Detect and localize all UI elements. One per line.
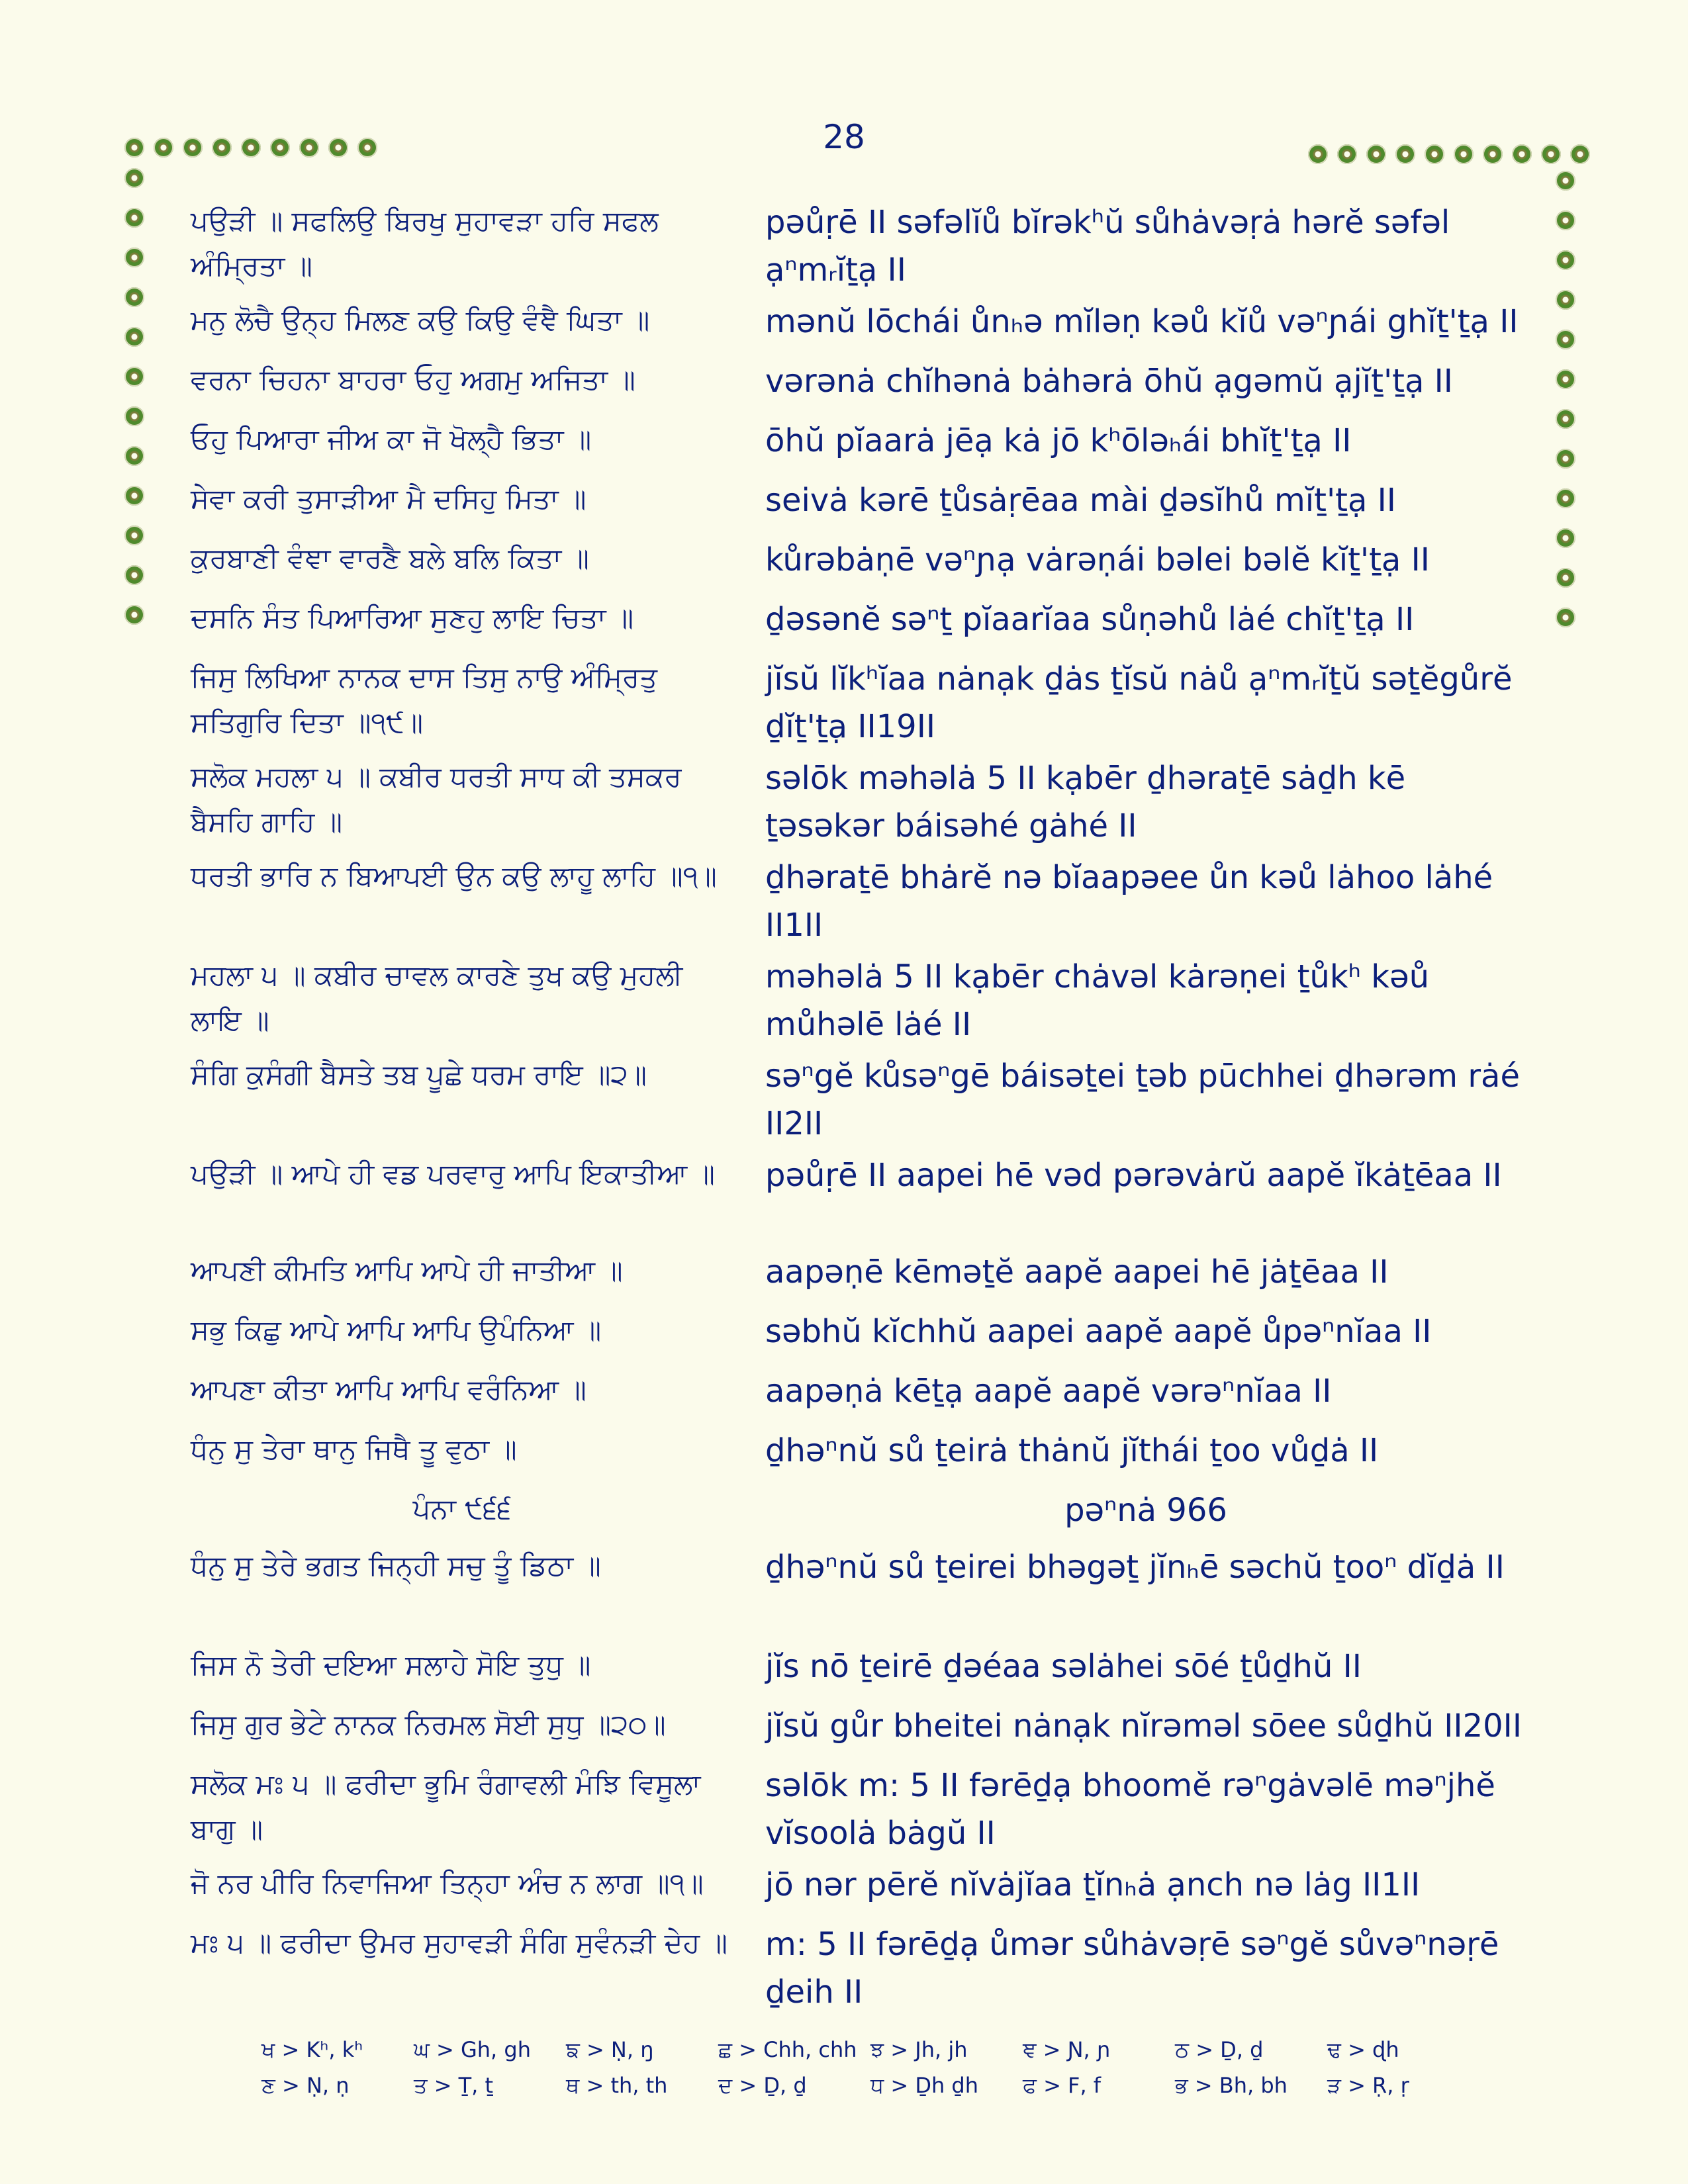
transliteration-text: seivȧ kərē ṯůsȧṛēaa mài ḏəsĭhů mĭṯ'ṯạ II	[765, 482, 1396, 519]
gurmukhi-text: ਪਉੜੀ ॥ ਸਫਲਿਉ ਬਿਰਖੁ ਸੁਹਾਵੜਾ ਹਰਿ ਸਫਲ ਅੰਮ੍ਰਿਤਾ ॥	[191, 205, 659, 282]
transliteration-text: pəůṛē II səfəlĭů bĭrəkʰŭ sůhȧvəṛȧ hərĕ səfəl ạⁿmᵣĭṯạ II	[765, 204, 1450, 289]
legend-item: ਖ > Kʰ, kʰ	[261, 2037, 363, 2062]
gurmukhi-text: ਧਰਤੀ ਭਾਰਿ ਨ ਬਿਆਪਈ ਉਨ ਕਉ ਲਾਹੂ ਲਾਹਿ ॥੧॥	[191, 860, 717, 892]
flower-icon	[1541, 144, 1561, 164]
flower-icon	[1425, 144, 1444, 164]
gurmukhi-text: ਸਲੋਕ ਮਹਲਾ ੫ ॥ ਕਬੀਰ ਧਰਤੀ ਸਾਧ ਕੀ ਤਸਕਰ ਬੈਸਹਿ ਗਾਹਿ ॥	[191, 760, 682, 838]
flower-icon	[1512, 144, 1532, 164]
legend-row	[261, 2073, 1479, 2109]
transliteration-text: ōhŭ pĭaarȧ jēạ kȧ jō kʰōləₕái bhĭṯ'ṯạ II	[765, 422, 1352, 459]
flower-icon	[124, 446, 144, 466]
transliteration-text: kůrəbȧṇē vəⁿɲạ vȧrəṇái bəlei bəlĕ kĭṯ'ṯạ II	[765, 541, 1430, 578]
flower-icon	[1454, 144, 1474, 164]
flower-icon	[1556, 330, 1575, 349]
flower-icon	[1556, 449, 1575, 469]
transliteration-text: jĭsŭ lĭkʰĭaa nȧnạk ḏȧs ṯĭsŭ nȧů ạⁿmᵣĭṯŭ səṯĕgůrĕ ḏĭṯ'ṯạ II19II	[765, 660, 1513, 745]
flower-icon	[124, 565, 144, 585]
transliteration-text: jĭs nō ṯeirē ḏəéaa səlȧhei sōé ṯůḏhŭ II	[765, 1648, 1362, 1685]
flower-icon	[1556, 568, 1575, 588]
legend-item: ਦ > Ḏ, ḏ	[718, 2073, 807, 2098]
flower-icon	[241, 138, 261, 158]
flower-icon	[1556, 210, 1575, 230]
border-top-right	[1308, 144, 1590, 164]
gurmukhi-text: ਸੰਗਿ ਕੁਸੰਗੀ ਬੈਸਤੇ ਤਬ ਪੂਛੇ ਧਰਮ ਰਾਇ ॥੨॥	[191, 1058, 647, 1091]
legend-item: ਙ > Ṇ, ŋ	[566, 2037, 654, 2062]
flower-icon	[1483, 144, 1503, 164]
legend-item: ਫ > F, f	[1023, 2073, 1102, 2098]
legend-item: ਭ > Bh, bh	[1175, 2073, 1288, 2098]
gurmukhi-text: ਜਿਸ ਨੋ ਤੇਰੀ ਦਇਆ ਸਲਾਹੇ ਸੋਇ ਤੁਧੁ ॥	[191, 1649, 591, 1681]
gurmukhi-text: ਸਭੁ ਕਿਛੁ ਆਪੇ ਆਪਿ ਆਪਿ ਉਪੰਨਿਆ ॥	[191, 1314, 602, 1346]
flower-icon	[270, 138, 290, 158]
legend-item: ੜ > Ṛ, ṛ	[1327, 2073, 1409, 2098]
transliteration-text: aapəṇȧ kēṯạ aapĕ aapĕ vərəⁿnĭaa II	[765, 1373, 1332, 1410]
gurmukhi-text: ਜਿਸੁ ਲਿਖਿਆ ਨਾਨਕ ਦਾਸ ਤਿਸੁ ਨਾਉ ਅੰਮ੍ਰਿਤੁ ਸਤਿਗੁਰਿ ਦਿਤਾ ॥੧੯॥	[191, 661, 657, 739]
flower-icon	[328, 138, 348, 158]
flower-icon	[357, 138, 377, 158]
legend-row	[261, 2037, 1479, 2073]
flower-icon	[1556, 290, 1575, 310]
flower-icon	[212, 138, 232, 158]
transliteration-text: səbhŭ kĭchhŭ aapei aapĕ aapĕ ůpəⁿnĭaa II	[765, 1313, 1432, 1350]
gurmukhi-text: ਆਪਣਾ ਕੀਤਾ ਆਪਿ ਆਪਿ ਵਰੰਨਿਆ ॥	[191, 1373, 586, 1406]
flower-icon	[1556, 171, 1575, 191]
transliteration-text: səⁿgĕ kůsəⁿgē báisəṯei ṯəb pūchhei ḏhərəm rȧé II2II	[765, 1058, 1520, 1142]
flower-icon	[154, 138, 173, 158]
flower-icon	[1337, 144, 1357, 164]
flower-icon	[1570, 144, 1590, 164]
gurmukhi-text: ਕੁਰਬਾਣੀ ਵੰਞਾ ਵਾਰਣੈ ਬਲੇ ਬਲਿ ਕਿਤਾ ॥	[191, 542, 589, 574]
gurmukhi-text: ਮਃ ੫ ॥ ਫਰੀਦਾ ਉਮਰ ਸੁਹਾਵੜੀ ਸੰਗਿ ਸੁਵੰਨੜੀ ਦੇਹ ॥	[191, 1927, 727, 1959]
transliteration-text: jĭsŭ gůr bheitei nȧnạk nĭrəməl sōee sůḏhŭ II20II	[765, 1707, 1522, 1745]
flower-icon	[1395, 144, 1415, 164]
gurmukhi-text: ਧੰਨੁ ਸੁ ਤੇਰੇ ਭਗਤ ਜਿਨ੍ਹੀ ਸਚੁ ਤੂੰ ਡਿਠਾ ॥	[191, 1549, 601, 1582]
gurmukhi-text: ਮਨੁ ਲੋਚੈ ਉਨ੍ਹ ਮਿਲਣ ਕਉ ਕਿਉ ਵੰਞੈ ਘਿਤਾ ॥	[191, 304, 650, 336]
transliteration-text: pəůṛē II aapei hē vəd pərəvȧrŭ aapĕ ĭkȧṯēaa II	[765, 1157, 1502, 1194]
legend-item: ਤ > Ṯ, ṯ	[414, 2073, 494, 2098]
flower-icon	[1556, 488, 1575, 508]
legend-item: ਥ > th, th	[566, 2073, 668, 2098]
legend-item: ਞ > Ɲ, ɲ	[1023, 2037, 1111, 2062]
flower-icon	[1308, 144, 1328, 164]
flower-icon	[124, 605, 144, 625]
transliteration-text: məhəlȧ 5 II kạbēr chȧvəl kȧrəṇei ṯůkʰ kəů můhəlē lȧé II	[765, 958, 1430, 1043]
legend-item: ਧ > Ḏh ḏh	[870, 2073, 979, 2098]
gurmukhi-text: ਓਹੁ ਪਿਆਰਾ ਜੀਅ ਕਾ ਜੋ ਖੋਲ੍ਹੈ ਭਿਤਾ ॥	[191, 423, 592, 455]
flower-icon	[1556, 409, 1575, 429]
page-number: 28	[823, 118, 865, 156]
flower-icon	[1556, 369, 1575, 389]
gurmukhi-text: ਆਪਣੀ ਕੀਮਤਿ ਆਪਿ ਆਪੇ ਹੀ ਜਾਤੀਆ ॥	[191, 1254, 623, 1287]
flower-icon	[1556, 608, 1575, 627]
legend-item: ਠ > Ḏ, ḏ	[1175, 2037, 1264, 2062]
flower-icon	[124, 406, 144, 426]
flower-icon	[124, 525, 144, 545]
flower-icon	[1556, 528, 1575, 548]
flower-icon	[1366, 144, 1386, 164]
flower-icon	[124, 327, 144, 347]
transliteration-text: jō nər pērĕ nĭvȧjĭaa ṯĭnₕȧ ạnch nə lȧg II1II	[765, 1866, 1421, 1903]
flower-icon	[124, 486, 144, 506]
flower-icon	[124, 168, 144, 188]
gurmukhi-text: ਧੰਨੁ ਸੁ ਤੇਰਾ ਥਾਨੁ ਜਿਥੈ ਤੂ ਵੁਠਾ ॥	[191, 1433, 517, 1465]
flower-icon	[124, 287, 144, 307]
legend-item: ਘ > Gh, gh	[414, 2037, 531, 2062]
gurmukhi-text: ਪਉੜੀ ॥ ਆਪੇ ਹੀ ਵਡ ਪਰਵਾਰੁ ਆਪਿ ਇਕਾਤੀਆ ॥	[191, 1158, 715, 1190]
transliteration-text: səlōk m: 5 II fərēḏạ bhoomĕ rəⁿgȧvəlē məⁿjhĕ vĭsoolȧ bȧgŭ II	[765, 1767, 1495, 1852]
gurmukhi-text: ਸੇਵਾ ਕਰੀ ਤੁਸਾੜੀਆ ਮੈ ਦਸਿਹੁ ਮਿਤਾ ॥	[191, 482, 586, 515]
legend-item: ਣ > Ṇ, ṇ	[261, 2073, 350, 2098]
transliteration-text: ḏəsənĕ səⁿṯ pĭaarĭaa sůṇəhů lȧé chĭṯ'ṯạ II	[765, 601, 1415, 638]
transliteration-text: m: 5 II fərēḏạ ůmər sůhȧvəṛē səⁿgĕ sůvəⁿnəṛē ḏeih II	[765, 1926, 1499, 2011]
legend-item: ਛ > Chh, chh	[718, 2037, 857, 2062]
gurmukhi-text: ਸਲੋਕ ਮਃ ੫ ॥ ਫਰੀਦਾ ਭੂਮਿ ਰੰਗਾਵਲੀ ਮੰਝਿ ਵਿਸੂਲਾ ਬਾਗੁ ॥	[191, 1768, 701, 1845]
gurmukhi-text: ਜੋ ਨਰ ਪੀਰਿ ਨਿਵਾਜਿਆ ਤਿਨ੍ਹਾ ਅੰਚ ਨ ਲਾਗ ॥੧॥	[191, 1867, 704, 1899]
gurmukhi-page-marker: ਪੰਨਾ ੯੬੬	[412, 1492, 512, 1525]
legend-item: ਝ > Jh, jh	[870, 2037, 968, 2062]
transliteration-text: vərənȧ chĭhənȧ bȧhərȧ ōhŭ ạgəmŭ ạjĭṯ'ṯạ II	[765, 363, 1453, 400]
transliteration-text: aapəṇē kēməṯĕ aapĕ aapei hē jȧṯēaa II	[765, 1253, 1389, 1291]
flower-icon	[299, 138, 319, 158]
border-left	[124, 168, 144, 625]
flower-icon	[124, 367, 144, 387]
flower-icon	[124, 248, 144, 267]
transliteration-legend	[261, 2037, 1479, 2109]
transliteration-page-marker: pəⁿnȧ 966	[1064, 1492, 1227, 1529]
transliteration-text: mənŭ lōchái ůnₕə mĭləṇ kəů kĭů vəⁿɲái ghĭṯ'ṯạ II	[765, 303, 1519, 340]
flower-icon	[124, 138, 144, 158]
transliteration-text: səlōk məhəlȧ 5 II kạbēr ḏhəraṯē sȧḏh kē ṯəsəkər báisəhé gȧhé II	[765, 760, 1406, 844]
legend-item: ਢ > ɖh	[1327, 2037, 1399, 2062]
border-right	[1556, 171, 1575, 627]
gurmukhi-text: ਮਹਲਾ ੫ ॥ ਕਬੀਰ ਚਾਵਲ ਕਾਰਣੇ ਤੁਖ ਕਉ ਮੁਹਲੀ ਲਾਇ ॥	[191, 959, 683, 1036]
flower-icon	[1556, 250, 1575, 270]
transliteration-text: ḏhəⁿnŭ sů ṯeirȧ thȧnŭ jĭthái ṯoo vůḏȧ II	[765, 1432, 1379, 1469]
flower-icon	[124, 208, 144, 228]
flower-icon	[183, 138, 203, 158]
transliteration-text: ḏhəraṯē bhȧrĕ nə bĭaapəee ůn kəů lȧhoo lȧhé II1II	[765, 859, 1493, 944]
gurmukhi-text: ਜਿਸੁ ਗੁਰ ਭੇਟੇ ਨਾਨਕ ਨਿਰਮਲ ਸੋਈ ਸੁਧੁ ॥੨੦॥	[191, 1708, 666, 1741]
transliteration-text: ḏhəⁿnŭ sů ṯeirei bhəgəṯ jĭnₕē səchŭ ṯooⁿ dĭḏȧ II	[765, 1549, 1505, 1586]
gurmukhi-text: ਦਸਨਿ ਸੰਤ ਪਿਆਰਿਆ ਸੁਣਹੁ ਲਾਇ ਚਿਤਾ ॥	[191, 602, 634, 634]
gurmukhi-text: ਵਰਨਾ ਚਿਹਨਾ ਬਾਹਰਾ ਓਹੁ ਅਗਮੁ ਅਜਿਤਾ ॥	[191, 363, 635, 396]
border-top-left	[124, 138, 377, 158]
